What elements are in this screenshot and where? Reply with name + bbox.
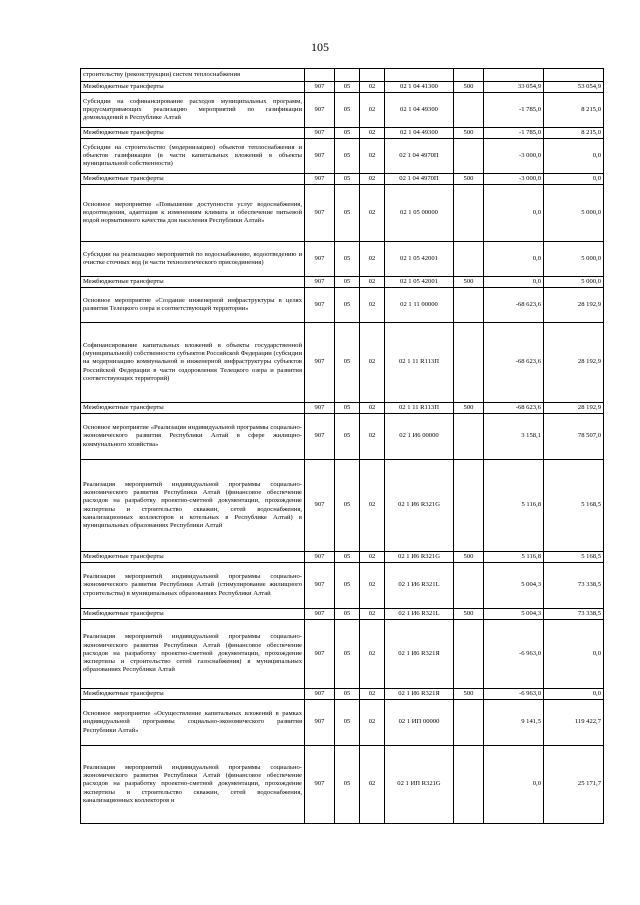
cell-name: Межбюджетные трансферты	[81, 82, 305, 93]
cell-target-article: 02 1 11 00000	[385, 288, 454, 323]
cell-name: Основное мероприятие «Осуществление капитальных вложений в рамках индивидуальной программы социально-экономического развития Республики Алтай»	[81, 700, 305, 746]
cell-total-amount: 8 215,0	[544, 93, 604, 128]
cell-section: 05	[335, 174, 360, 185]
cell-section	[335, 69, 360, 82]
cell-subsection: 02	[360, 185, 385, 242]
cell-subsection: 02	[360, 277, 385, 288]
cell-expense-type: 500	[454, 174, 484, 185]
cell-subsection: 02	[360, 563, 385, 609]
cell-target-article: 02 1 И6 R321Я	[385, 689, 454, 700]
cell-target-article: 02 1 ИП R321G	[385, 746, 454, 824]
cell-change-amount: 5 116,8	[484, 460, 544, 552]
cell-section: 05	[335, 700, 360, 746]
cell-target-article: 02 1 04 4970П	[385, 139, 454, 174]
table-row	[81, 277, 604, 288]
cell-admin-code: 907	[305, 185, 335, 242]
cell-change-amount: 3 158,1	[484, 414, 544, 460]
cell-name: Межбюджетные трансферты	[81, 609, 305, 620]
cell-total-amount: 0,0	[544, 139, 604, 174]
cell-total-amount: 5 000,0	[544, 185, 604, 242]
cell-subsection: 02	[360, 242, 385, 277]
cell-admin-code: 907	[305, 139, 335, 174]
cell-change-amount: 0,0	[484, 277, 544, 288]
cell-change-amount: 33 054,9	[484, 82, 544, 93]
cell-target-article: 02 1 05 42001	[385, 277, 454, 288]
cell-subsection: 02	[360, 174, 385, 185]
cell-section: 05	[335, 288, 360, 323]
cell-total-amount: 5 168,5	[544, 552, 604, 563]
cell-target-article: 02 1 И6 R321Я	[385, 620, 454, 689]
cell-section: 05	[335, 185, 360, 242]
cell-total-amount	[544, 69, 604, 82]
cell-total-amount: 28 192,9	[544, 288, 604, 323]
cell-expense-type	[454, 185, 484, 242]
cell-name: Субсидии на реализацию мероприятий по водоснабжению, водоотведению и очистке сточных вод (в части технологического присоединения)	[81, 242, 305, 277]
cell-total-amount: 28 192,9	[544, 403, 604, 414]
cell-expense-type: 500	[454, 277, 484, 288]
cell-target-article	[385, 69, 454, 82]
cell-section: 05	[335, 609, 360, 620]
cell-total-amount: 0,0	[544, 620, 604, 689]
table-row	[81, 242, 604, 277]
cell-change-amount: -1 785,0	[484, 93, 544, 128]
cell-name: строительству (реконструкции) систем теплоснабжения	[81, 69, 305, 82]
cell-expense-type	[454, 288, 484, 323]
cell-target-article: 02 1 И6 R321L	[385, 609, 454, 620]
cell-target-article: 02 1 04 49300	[385, 93, 454, 128]
cell-section: 05	[335, 82, 360, 93]
table-row	[81, 288, 604, 323]
cell-target-article: 02 1 04 41300	[385, 82, 454, 93]
cell-change-amount: -68 623,6	[484, 288, 544, 323]
cell-change-amount: 5 004,3	[484, 563, 544, 609]
cell-total-amount: 119 422,7	[544, 700, 604, 746]
cell-name: Реализация мероприятий индивидуальной программы социально-экономического развития Республики Алтай (стимулирование жилищного строительства) в муниципальных образованиях Республики Алтай	[81, 563, 305, 609]
cell-change-amount: -3 000,0	[484, 174, 544, 185]
cell-subsection: 02	[360, 414, 385, 460]
cell-admin-code: 907	[305, 323, 335, 403]
cell-expense-type	[454, 69, 484, 82]
cell-total-amount: 0,0	[544, 689, 604, 700]
cell-admin-code: 907	[305, 174, 335, 185]
cell-admin-code: 907	[305, 277, 335, 288]
cell-name: Основное мероприятие «Создание инженерной инфраструктуры в целях развития Телецкого озера и соответствующей территории»	[81, 288, 305, 323]
cell-name: Софинансирование капитальных вложений в объекты государственной (муниципальной) собственности субъектов Российской Федерации (субсидии на модернизацию коммунальной и инженерной инфраструктуры субъектов Российской Федерации в части оздоровления Телецкого озера и развития соответствующих территорий)	[81, 323, 305, 403]
cell-target-article: 02 1 ИП 00000	[385, 700, 454, 746]
cell-expense-type	[454, 323, 484, 403]
cell-change-amount: 9 141,5	[484, 700, 544, 746]
cell-name: Реализация мероприятий индивидуальной программы социально-экономического развития Республики Алтай (финансовое обеспечение расходов на разработку проектно-сметной документации, прохождение экспертизы и строительство скважин, сетей водоснабжения, канализационных коллекторов и котельных в Республике Алтай) в муниципальных образованиях Республики Алтай	[81, 460, 305, 552]
cell-total-amount: 73 338,5	[544, 609, 604, 620]
cell-name: Субсидии на софинансирование расходов муниципальных программ, предусматривающих реализацию мероприятий по газификации домовладений в Республике Алтай	[81, 93, 305, 128]
cell-total-amount: 0,0	[544, 174, 604, 185]
table-row	[81, 609, 604, 620]
cell-change-amount: -1 785,0	[484, 128, 544, 139]
table-row	[81, 139, 604, 174]
cell-section: 05	[335, 746, 360, 824]
table-row	[81, 746, 604, 824]
cell-name: Реализация мероприятий индивидуальной программы социально-экономического развития Республики Алтай (финансовое обеспечение расходов на разработку проектно-сметной документации, прохождение экспертизы и строительство сетей газоснабжения) в муниципальных образованиях Республики Алтай	[81, 620, 305, 689]
cell-target-article: 02 1 И6 00000	[385, 414, 454, 460]
cell-subsection: 02	[360, 746, 385, 824]
cell-target-article: 02 1 04 49300	[385, 128, 454, 139]
cell-name: Субсидии на строительство (модернизацию) объектов теплоснабжения и объектов газификации (в части капитальных вложений в объекты муниципальной собственности)	[81, 139, 305, 174]
cell-expense-type: 500	[454, 403, 484, 414]
cell-total-amount: 73 338,5	[544, 563, 604, 609]
cell-change-amount: -68 623,6	[484, 323, 544, 403]
cell-target-article: 02 1 И6 R321L	[385, 563, 454, 609]
cell-section: 05	[335, 403, 360, 414]
cell-change-amount: 0,0	[484, 185, 544, 242]
cell-subsection: 02	[360, 689, 385, 700]
cell-admin-code: 907	[305, 620, 335, 689]
table-row	[81, 82, 604, 93]
cell-section: 05	[335, 620, 360, 689]
cell-subsection: 02	[360, 82, 385, 93]
cell-change-amount: -6 963,0	[484, 689, 544, 700]
table-row	[81, 185, 604, 242]
cell-subsection: 02	[360, 93, 385, 128]
cell-admin-code: 907	[305, 128, 335, 139]
cell-name: Межбюджетные трансферты	[81, 128, 305, 139]
cell-expense-type	[454, 242, 484, 277]
cell-expense-type	[454, 746, 484, 824]
cell-admin-code: 907	[305, 82, 335, 93]
cell-admin-code: 907	[305, 563, 335, 609]
cell-subsection: 02	[360, 620, 385, 689]
cell-admin-code: 907	[305, 460, 335, 552]
cell-change-amount: -6 963,0	[484, 620, 544, 689]
cell-admin-code: 907	[305, 93, 335, 128]
table-row	[81, 69, 604, 82]
cell-section: 05	[335, 563, 360, 609]
cell-expense-type	[454, 93, 484, 128]
cell-name: Основное мероприятие «Повышение доступности услуг водоснабжения, водоотведения, адаптация к изменениям климата и обеспечение питьевой водой нормативного качества для населения Республики Алтай»	[81, 185, 305, 242]
table-row	[81, 93, 604, 128]
cell-admin-code	[305, 69, 335, 82]
table-row	[81, 689, 604, 700]
cell-admin-code: 907	[305, 288, 335, 323]
cell-expense-type	[454, 414, 484, 460]
cell-subsection: 02	[360, 700, 385, 746]
cell-section: 05	[335, 242, 360, 277]
table-row	[81, 414, 604, 460]
cell-admin-code: 907	[305, 403, 335, 414]
cell-section: 05	[335, 323, 360, 403]
table-row	[81, 620, 604, 689]
cell-subsection: 02	[360, 323, 385, 403]
cell-name: Межбюджетные трансферты	[81, 277, 305, 288]
cell-target-article: 02 1 04 4970П	[385, 174, 454, 185]
cell-section: 05	[335, 552, 360, 563]
cell-change-amount: -3 000,0	[484, 139, 544, 174]
cell-subsection: 02	[360, 128, 385, 139]
cell-admin-code: 907	[305, 746, 335, 824]
cell-admin-code: 907	[305, 552, 335, 563]
cell-name: Межбюджетные трансферты	[81, 552, 305, 563]
cell-expense-type	[454, 139, 484, 174]
cell-target-article: 02 1 05 42001	[385, 242, 454, 277]
cell-total-amount: 78 507,0	[544, 414, 604, 460]
cell-target-article: 02 1 11 R113П	[385, 323, 454, 403]
cell-admin-code: 907	[305, 689, 335, 700]
cell-expense-type	[454, 460, 484, 552]
cell-expense-type: 500	[454, 128, 484, 139]
cell-subsection: 02	[360, 139, 385, 174]
table-row	[81, 403, 604, 414]
budget-table	[80, 68, 604, 824]
cell-expense-type	[454, 700, 484, 746]
cell-total-amount: 5 168,5	[544, 460, 604, 552]
cell-name: Основное мероприятие «Реализация индивидуальной программы социально-экономического развития Республики Алтай в сфере жилищно-коммунального хозяйства»	[81, 414, 305, 460]
cell-name: Межбюджетные трансферты	[81, 174, 305, 185]
cell-section: 05	[335, 139, 360, 174]
cell-admin-code: 907	[305, 700, 335, 746]
table-row	[81, 552, 604, 563]
cell-section: 05	[335, 128, 360, 139]
cell-subsection: 02	[360, 460, 385, 552]
cell-name: Межбюджетные трансферты	[81, 689, 305, 700]
table-row	[81, 460, 604, 552]
cell-section: 05	[335, 93, 360, 128]
cell-admin-code: 907	[305, 414, 335, 460]
cell-section: 05	[335, 414, 360, 460]
cell-change-amount: 0,0	[484, 242, 544, 277]
table-row	[81, 323, 604, 403]
cell-change-amount: 5 116,8	[484, 552, 544, 563]
cell-total-amount: 28 192,9	[544, 323, 604, 403]
cell-target-article: 02 1 И6 R321G	[385, 552, 454, 563]
cell-subsection	[360, 69, 385, 82]
cell-change-amount	[484, 69, 544, 82]
cell-total-amount: 8 215,0	[544, 128, 604, 139]
cell-section: 05	[335, 460, 360, 552]
cell-change-amount: -68 623,6	[484, 403, 544, 414]
cell-subsection: 02	[360, 403, 385, 414]
cell-expense-type	[454, 563, 484, 609]
cell-name: Межбюджетные трансферты	[81, 403, 305, 414]
cell-admin-code: 907	[305, 242, 335, 277]
cell-change-amount: 0,0	[484, 746, 544, 824]
cell-expense-type: 500	[454, 609, 484, 620]
cell-expense-type: 500	[454, 689, 484, 700]
cell-total-amount: 53 054,9	[544, 82, 604, 93]
cell-subsection: 02	[360, 552, 385, 563]
cell-total-amount: 5 000,0	[544, 242, 604, 277]
cell-subsection: 02	[360, 609, 385, 620]
table-row	[81, 174, 604, 185]
cell-section: 05	[335, 689, 360, 700]
cell-section: 05	[335, 277, 360, 288]
cell-expense-type: 500	[454, 552, 484, 563]
cell-expense-type: 500	[454, 82, 484, 93]
table-row	[81, 128, 604, 139]
cell-target-article: 02 1 И6 R321G	[385, 460, 454, 552]
cell-change-amount: 5 004,3	[484, 609, 544, 620]
table-row	[81, 700, 604, 746]
cell-name: Реализация мероприятий индивидуальной программы социально-экономического развития Республики Алтай (финансовое обеспечение расходов на разработку проектно-сметной документации, прохождение экспертизы и строительство скважин, сетей водоснабжения, канализационных коллекторов и	[81, 746, 305, 824]
cell-target-article: 02 1 05 00000	[385, 185, 454, 242]
cell-expense-type	[454, 620, 484, 689]
cell-total-amount: 5 000,0	[544, 277, 604, 288]
table-row	[81, 563, 604, 609]
page-number: 105	[311, 40, 329, 54]
cell-target-article: 02 1 11 R113П	[385, 403, 454, 414]
cell-subsection: 02	[360, 288, 385, 323]
cell-total-amount: 25 171,7	[544, 746, 604, 824]
cell-admin-code: 907	[305, 609, 335, 620]
